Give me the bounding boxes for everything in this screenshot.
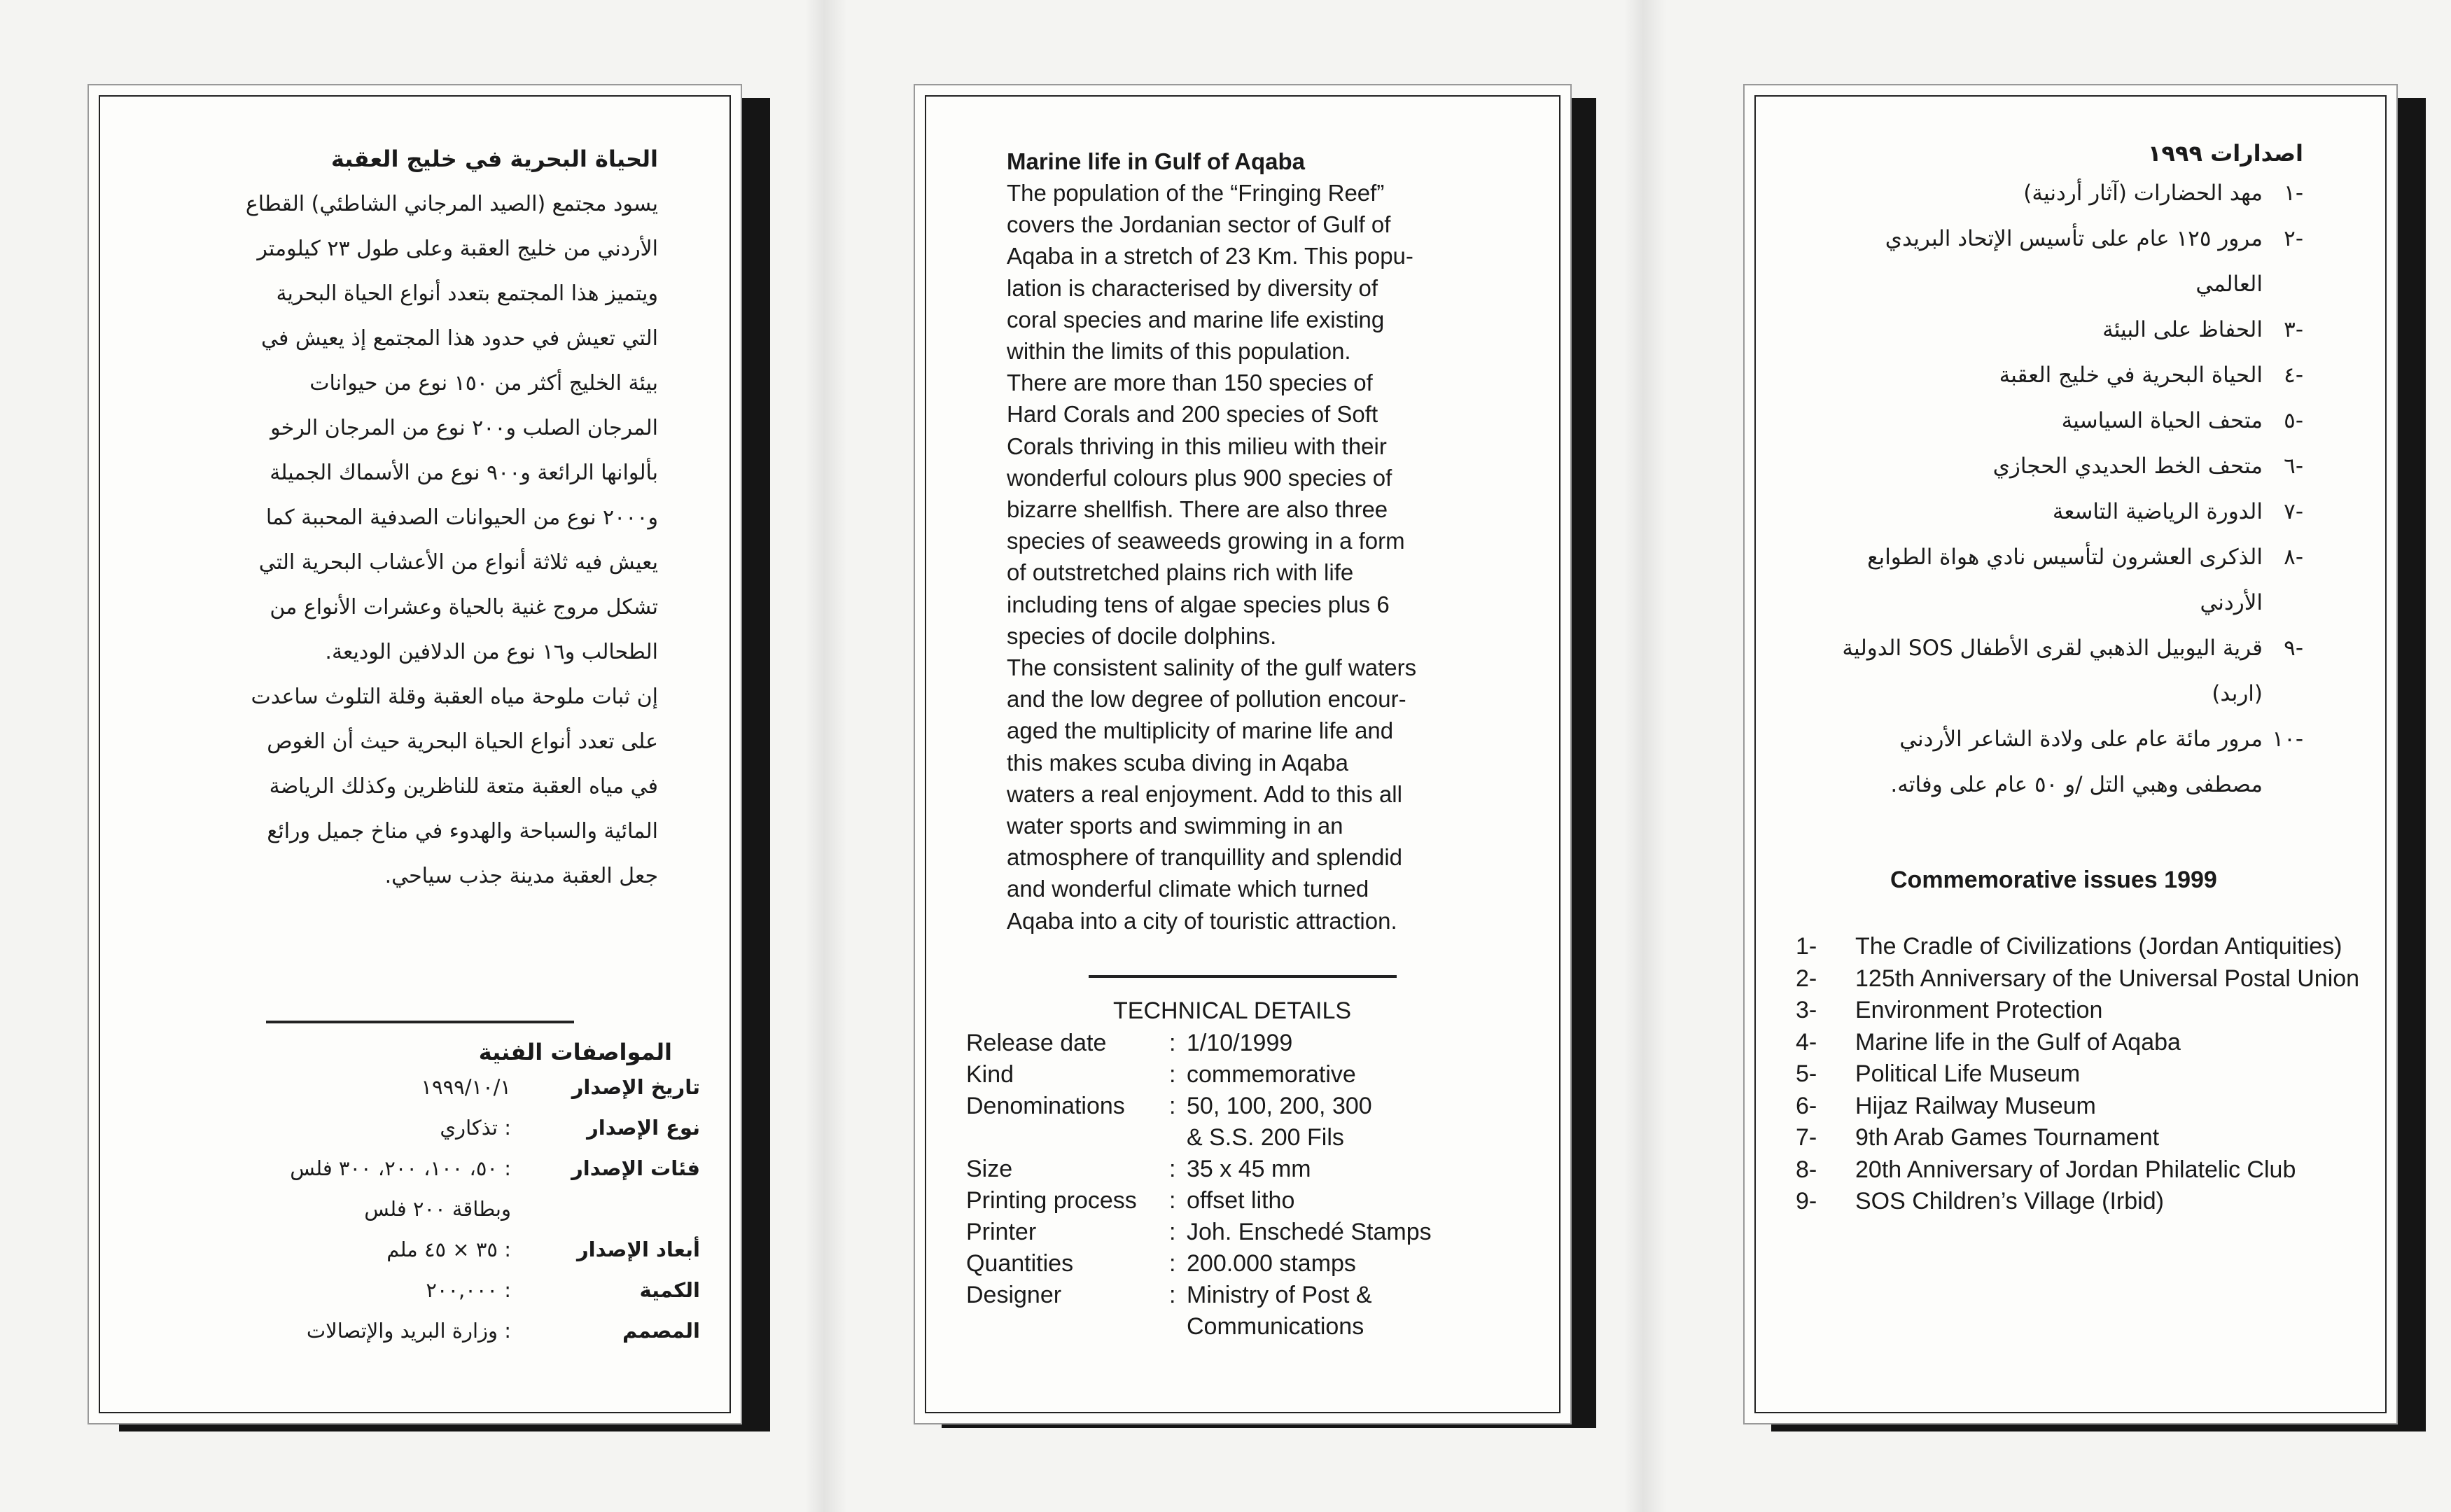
arabic-issue-text: مرور مائة عام على ولادة الشاعر الأردني مصطفى وهبي التل /و ٥٠ عام على وفاته. — [1890, 727, 2263, 797]
arabic-tech-rows — [238, 1075, 700, 1359]
arabic-tech-value: ١٩٩٩/١٠/١ — [421, 1075, 511, 1099]
english-line: The population of the “Fringing Reef” — [1007, 180, 1385, 206]
english-issue-item — [1796, 1058, 2370, 1091]
tech-colon: : — [1169, 1219, 1176, 1245]
english-line: and wonderful climate which turned — [1007, 876, 1369, 902]
arabic-tech-label: نوع الإصدار — [587, 1116, 700, 1140]
tech-row — [966, 1280, 1526, 1311]
tech-value: & S.S. 200 Fils — [1187, 1124, 1344, 1151]
english-line: this makes scuba diving in Aqaba — [1007, 749, 1348, 776]
tech-value: 200.000 stamps — [1187, 1250, 1356, 1277]
arabic-issue-number: -٦ — [2284, 454, 2303, 479]
tech-colon: : — [1169, 1187, 1176, 1214]
english-title: Marine life in Gulf of Aqaba — [1007, 148, 1305, 174]
english-issue-item — [1796, 1154, 2370, 1186]
arabic-issue-item — [1820, 444, 2303, 489]
tech-label: Size — [966, 1156, 1013, 1182]
arabic-tech-value: : تذكاري — [440, 1116, 511, 1140]
english-issue-number: 7- — [1796, 1124, 1817, 1151]
arabic-tech-label: تاريخ الإصدار — [571, 1075, 700, 1099]
section-divider — [1089, 975, 1397, 978]
tech-row — [966, 1059, 1526, 1091]
arabic-tech-value: وبطاقة ٢٠٠ فلس — [364, 1197, 511, 1221]
arabic-issues-title: اصدارات ١٩٩٩ — [2147, 140, 2303, 167]
tech-row — [966, 1217, 1526, 1248]
arabic-issue-text: الدورة الرياضية التاسعة — [2052, 499, 2263, 524]
english-line: bizarre shellfish. There are also three — [1007, 496, 1388, 523]
english-issue-number: 9- — [1796, 1188, 1817, 1214]
tech-label: Quantities — [966, 1250, 1074, 1277]
arabic-title: الحياة البحرية في خليج العقبة — [330, 146, 658, 172]
tech-label: Denominations — [966, 1093, 1125, 1119]
tech-row — [966, 1248, 1526, 1280]
arabic-issue-number: -٢ — [2284, 226, 2303, 251]
english-line: Corals thriving in this milieu with their — [1007, 433, 1387, 459]
english-line: waters a real enjoyment. Add to this all — [1007, 780, 1402, 807]
english-line: covers the Jordanian sector of Gulf of — [1007, 211, 1391, 238]
arabic-issue-number: -١٠ — [2272, 727, 2303, 752]
english-issue-item — [1796, 1186, 2370, 1218]
arabic-issue-text: قرية اليوبيل الذهبي لقرى الأطفال SOS الدولية (اربد) — [1842, 636, 2263, 706]
english-issue-number: 8- — [1796, 1156, 1817, 1183]
english-line: of outstretched plains rich with life — [1007, 559, 1354, 586]
arabic-tech-label: فئات الإصدار — [571, 1156, 700, 1180]
english-line: wonderful colours plus 900 species of — [1007, 464, 1392, 491]
tech-value: Joh. Enschedé Stamps — [1187, 1219, 1432, 1245]
arabic-issue-number: -٣ — [2284, 317, 2303, 342]
arabic-issue-item — [1820, 353, 2303, 398]
arabic-tech-value: : ٣٥ × ٤٥ ملم — [386, 1238, 511, 1261]
arabic-issue-text: الحياة البحرية في خليج العقبة — [1999, 363, 2263, 388]
english-issue-text: Environment Protection — [1855, 997, 2103, 1023]
tech-colon: : — [1169, 1030, 1176, 1056]
tech-label: Kind — [966, 1061, 1014, 1088]
tech-row — [966, 1185, 1526, 1217]
english-line: There are more than 150 species of — [1007, 370, 1373, 396]
english-issue-item — [1796, 1091, 2370, 1123]
english-line: species of seaweeds growing in a form — [1007, 528, 1405, 554]
arabic-issue-text: الذكرى العشرون لتأسيس نادي هواة الطوابع الأردني — [1867, 545, 2263, 615]
english-issue-text: The Cradle of Civilizations (Jordan Antiquities) — [1855, 933, 2342, 960]
arabic-issues-items — [1820, 171, 2303, 808]
arabic-tech-label: أبعاد الإصدار — [576, 1238, 700, 1261]
arabic-tech-row — [238, 1197, 700, 1238]
tech-value: 35 x 45 mm — [1187, 1156, 1311, 1182]
arabic-technical-details — [238, 1039, 700, 1359]
english-issue-number: 4- — [1796, 1028, 1817, 1056]
english-line: including tens of algae species plus 6 — [1007, 591, 1390, 617]
tech-row — [966, 1122, 1526, 1154]
tech-colon: : — [1169, 1282, 1176, 1308]
arabic-issue-number: -٨ — [2284, 545, 2303, 570]
english-line: Aqaba in a stretch of 23 Km. This popu- — [1007, 243, 1413, 270]
english-issues-list — [1796, 931, 2370, 1218]
arabic-paragraph-1: يسود مجتمع (الصيد المرجاني الشاطئي) القطاع الأردني من خليج العقبة وعلى طول ٢٣ كيلومتر ويتميز هذا المجتمع بتعدد أنواع الحياة البحرية التي تعيش في حدود هذا المجتمع إذ يعيش في بيئة الخليج أكثر من ١٥٠ نوع من حيوانات المرجان الصلب و٢٠٠ نوع من المرجان الرخو بألوانها الرائعة و٩٠٠ نوع من الأسماك الجميلة و٢٠٠٠ نوع من الحيوانات الصدفية المحببة كما يعيش فيه ثلاثة أنواع من الأعشاب البحرية التي تشكل مروج غنية بالحياة وعشرات الأنواع من الطحالب و١٦ نوع من الدلافين الوديعة. — [245, 192, 658, 664]
english-line: atmosphere of tranquillity and splendid — [1007, 844, 1403, 871]
arabic-tech-row — [238, 1156, 700, 1197]
tech-colon: : — [1169, 1093, 1176, 1119]
arabic-tech-row — [238, 1278, 700, 1319]
tech-colon: : — [1169, 1250, 1176, 1277]
tech-value: 1/10/1999 — [1187, 1030, 1293, 1056]
english-issue-text: 20th Anniversary of Jordan Philatelic Club — [1855, 1156, 2296, 1183]
english-line: lation is characterised by diversity of — [1007, 274, 1378, 301]
arabic-tech-value: : ٥٠، ١٠٠، ٢٠٠، ٣٠٠ فلس — [290, 1156, 511, 1180]
tech-value: 50, 100, 200, 300 — [1187, 1093, 1372, 1119]
english-line: Hard Corals and 200 species of Soft — [1007, 401, 1378, 428]
english-issue-number: 2- — [1796, 965, 1817, 992]
arabic-issue-item — [1820, 717, 2303, 808]
tech-label: Release date — [966, 1030, 1107, 1056]
arabic-tech-value: : وزارة البريد والإتصالات — [306, 1319, 511, 1343]
arabic-issue-item — [1820, 171, 2303, 216]
tech-label: Printing process — [966, 1187, 1137, 1214]
arabic-issue-item — [1820, 307, 2303, 353]
tech-row — [966, 1028, 1526, 1059]
arabic-issues-list — [1820, 140, 2303, 808]
arabic-issue-number: -١ — [2284, 181, 2303, 206]
arabic-tech-value: : ٢٠٠,٠٠٠ — [426, 1278, 511, 1302]
english-issue-text: Political Life Museum — [1855, 1060, 2081, 1087]
english-issue-item — [1796, 963, 2370, 995]
section-divider — [266, 1021, 574, 1023]
arabic-issue-number: -٤ — [2284, 363, 2303, 388]
arabic-description — [238, 146, 658, 899]
arabic-issue-number: -٥ — [2284, 408, 2303, 433]
tech-value: offset litho — [1187, 1187, 1295, 1214]
arabic-issue-text: مهد الحضارات (آثار أردنية) — [2023, 181, 2263, 206]
english-issue-item — [1796, 1027, 2370, 1059]
arabic-issue-text: متحف الحياة السياسية — [2061, 408, 2263, 433]
english-line: The consistent salinity of the gulf waters — [1007, 654, 1417, 681]
english-issue-number: 5- — [1796, 1060, 1817, 1087]
english-issue-number: 1- — [1796, 933, 1817, 960]
english-line: Aqaba into a city of touristic attraction. — [1007, 907, 1397, 934]
english-issue-text: 9th Arab Games Tournament — [1855, 1124, 2160, 1151]
english-line: and the low degree of pollution encour- — [1007, 686, 1406, 713]
arabic-issue-item — [1820, 216, 2303, 307]
tech-rows — [966, 1028, 1526, 1343]
english-line: species of docile dolphins. — [1007, 622, 1277, 649]
tech-label: Designer — [966, 1282, 1062, 1308]
arabic-issue-text: متحف الخط الحديدي الحجازي — [1992, 454, 2263, 479]
arabic-issue-text: الحفاظ على البيئة — [2102, 317, 2263, 342]
english-issue-number: 6- — [1796, 1092, 1817, 1119]
fold-line-1 — [805, 0, 847, 1512]
arabic-issue-item — [1820, 535, 2303, 626]
arabic-tech-row — [238, 1075, 700, 1116]
tech-value: Communications — [1187, 1313, 1364, 1340]
english-issue-item — [1796, 995, 2370, 1027]
tech-row — [966, 1154, 1526, 1185]
arabic-paragraph-2: إن ثبات ملوحة مياه العقبة وقلة التلوث ساعدت على تعدد أنواع الحياة البحرية حيث أن الغوص في مياه العقبة متعة للناظرين وكذلك الرياضة المائية والسباحة والهدوء في مناخ جميل ورائع جعل العقبة مدينة جذب سياحي. — [251, 685, 658, 888]
tech-colon: : — [1169, 1061, 1176, 1088]
arabic-tech-label: المصمم — [622, 1319, 700, 1343]
arabic-tech-row — [238, 1319, 700, 1359]
tech-colon: : — [1169, 1156, 1176, 1182]
arabic-issue-text: مرور ١٢٥ عام على تأسيس الإتحاد البريدي العالمي — [1885, 226, 2263, 297]
english-issue-text: Hijaz Railway Museum — [1855, 1092, 2096, 1119]
english-line: coral species and marine life existing — [1007, 306, 1385, 332]
tech-row — [966, 1091, 1526, 1122]
arabic-tech-row — [238, 1238, 700, 1278]
tech-label: Printer — [966, 1219, 1037, 1245]
english-issue-text: Marine life in the Gulf of Aqaba — [1855, 1028, 2181, 1056]
fold-line-2 — [1624, 0, 1666, 1512]
english-line: within the limits of this population. — [1007, 338, 1351, 365]
arabic-tech-title: المواصفات الفنية — [478, 1039, 672, 1065]
english-issue-text: SOS Children’s Village (Irbid) — [1855, 1188, 2164, 1214]
english-issue-number: 3- — [1796, 997, 1817, 1023]
english-description — [1007, 146, 1525, 937]
tech-value: commemorative — [1187, 1061, 1356, 1088]
arabic-issue-item — [1820, 398, 2303, 444]
technical-details — [966, 994, 1526, 1343]
tech-title: TECHNICAL DETAILS — [1113, 997, 1352, 1024]
english-line: water sports and swimming in an — [1007, 813, 1343, 839]
english-text — [1007, 177, 1525, 937]
arabic-issue-item — [1820, 626, 2303, 717]
english-issue-item — [1796, 931, 2370, 963]
english-issue-item — [1796, 1122, 2370, 1154]
tech-row — [966, 1311, 1526, 1343]
english-issues-title: Commemorative issues 1999 — [1890, 867, 2217, 893]
english-line: aged the multiplicity of marine life and — [1007, 718, 1394, 744]
arabic-issue-number: -٧ — [2284, 499, 2303, 524]
tech-value: Ministry of Post & — [1187, 1282, 1372, 1308]
arabic-issue-item — [1820, 489, 2303, 535]
arabic-tech-row — [238, 1116, 700, 1156]
english-issue-text: 125th Anniversary of the Universal Postal Union — [1855, 965, 2360, 992]
arabic-tech-label: الكمية — [639, 1278, 700, 1302]
arabic-issue-number: -٩ — [2284, 636, 2303, 661]
